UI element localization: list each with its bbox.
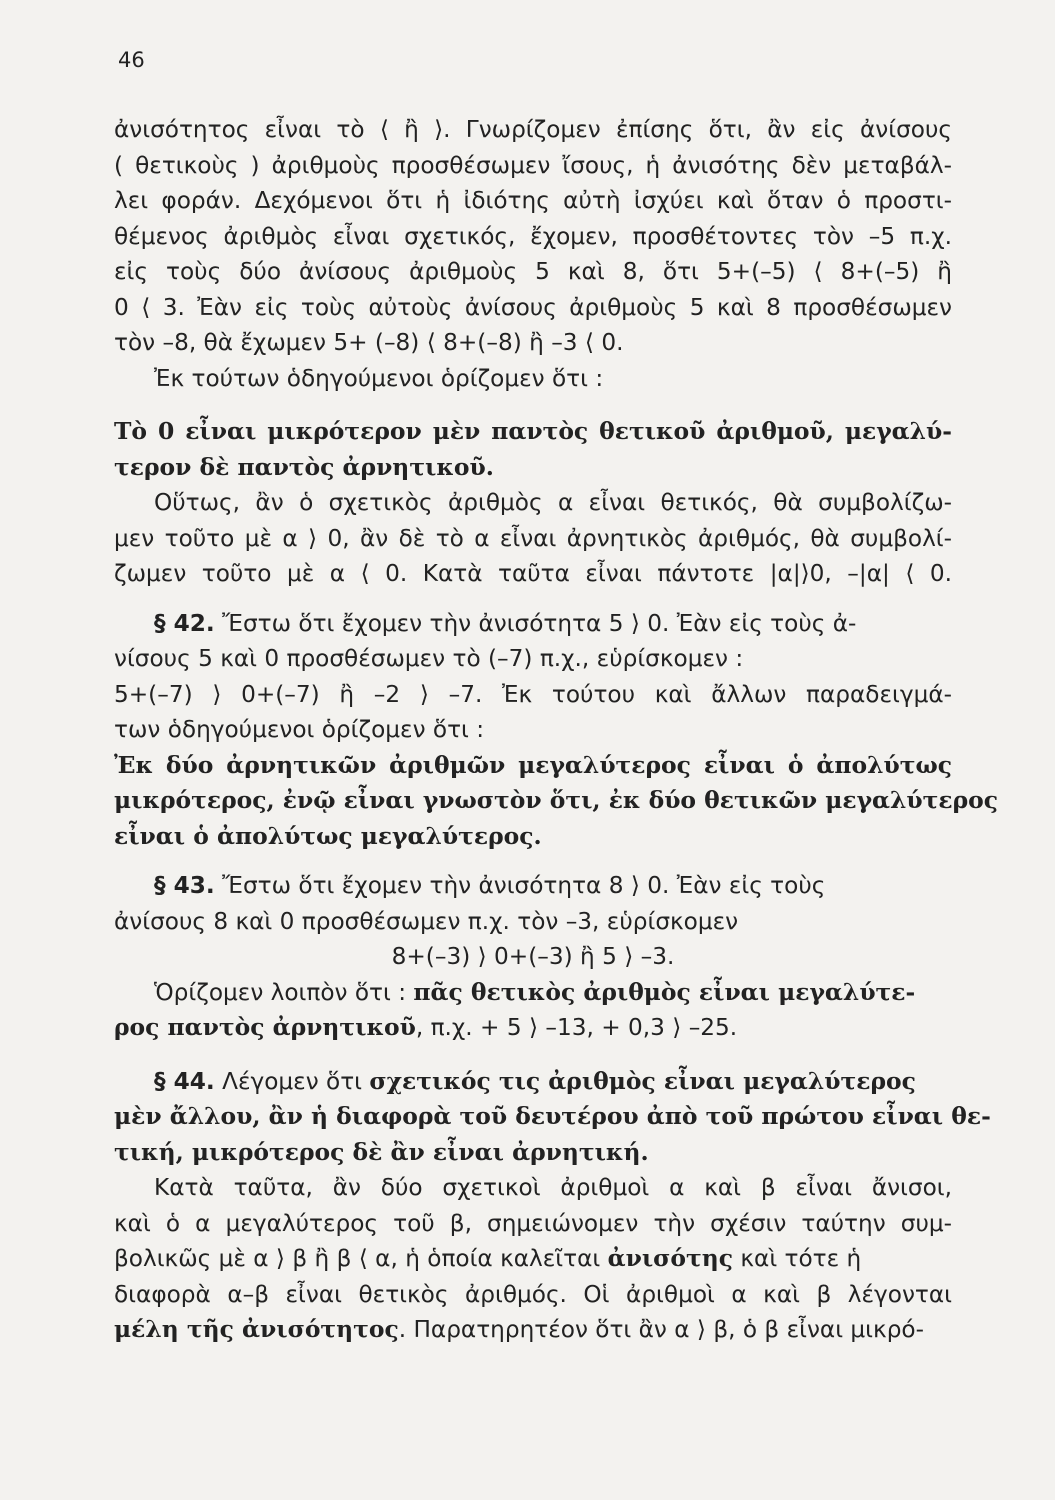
text-line	[114, 975, 952, 1011]
section-number: § 42.	[154, 609, 215, 637]
text-line: ἀνισότητος εἶναι τὸ ⟨ ἢ ⟩. Γνωρίζομεν ἐπίσης ὅτι, ἂν εἰς ἀνίσους	[114, 116, 952, 143]
formula-line: 8+(–3) ⟩ 0+(–3) ἢ 5 ⟩ –3.	[391, 943, 675, 970]
section-number: § 43.	[154, 872, 215, 899]
page-number: 46	[118, 48, 145, 72]
text-span: καὶ τότε ἡ	[733, 1245, 862, 1272]
definition-line: τική, μικρότερος δὲ ἂν εἶναι ἀρνητική.	[114, 1137, 649, 1166]
page-body	[114, 112, 999, 1348]
text-line: τὸν –8, θὰ ἔχωμεν 5+ (–8) ⟨ 8+(–8) ἢ –3 ⟨ 0.	[114, 329, 624, 356]
bold-span: πᾶς θετικὸς ἀριθμὸς εἶναι μεγαλύτε-	[413, 977, 916, 1006]
definition-line: τερον δὲ παντὸς ἀρνητικοῦ.	[114, 452, 494, 481]
section-number: § 44.	[154, 1067, 215, 1095]
definition-line: μὲν ἄλλου, ἂν ἡ διαφορὰ τοῦ δευτέρου ἀπὸ τοῦ πρώτου εἶναι θε-	[114, 1102, 991, 1130]
text-span: Ἔστω ὅτι ἔχομεν τὴν ἀνισότητα 8 ⟩ 0. Ἐὰν εἰς τοὺς	[214, 872, 826, 899]
text-line: νίσους 5 καὶ 0 προσθέσωμεν τὸ (–7) π.χ., εὑρίσκομεν :	[114, 645, 744, 672]
text-line: λει φοράν. Δεχόμενοι ὅτι ἡ ἰδιότης αὐτὴ ἰσχύει καὶ ὅταν ὁ προστι-	[114, 187, 952, 214]
text-span: . Παρατηρητέον ὅτι ἂν α ⟩ β, ὁ β εἶναι μικρό-	[398, 1316, 924, 1343]
text-line	[114, 1241, 952, 1277]
section-42-line	[114, 606, 952, 642]
text-line: Ἐκ τούτων ὁδηγούμενοι ὁρίζομεν ὅτι :	[154, 364, 604, 392]
definition-line: εἶναι ὁ ἀπολύτως μεγαλύτερος.	[114, 821, 542, 850]
text-line: των ὁδηγούμενοι ὁρίζομεν ὅτι :	[114, 716, 485, 743]
text-span: , π.χ. + 5 ⟩ –13, + 0,3 ⟩ –25.	[415, 1014, 738, 1041]
text-line	[114, 1010, 952, 1046]
definition-line: Ἐκ δύο ἀρνητικῶν ἀριθμῶν μεγαλύτερος εἶναι ὁ ἀπολύτως	[114, 750, 952, 779]
text-line: καὶ ὁ α μεγαλύτερος τοῦ β, σημειώνομεν τὴν σχέσιν ταύτην συμ-	[114, 1209, 952, 1237]
text-line: θέμενος ἀριθμὸς εἶναι σχετικός, ἔχομεν, προσθέτοντες τὸν –5 π.χ.	[114, 222, 952, 250]
definition-line: μικρότερος, ἐνῷ εἶναι γνωστὸν ὅτι, ἐκ δύο θετικῶν μεγαλύτερος	[114, 786, 999, 814]
text-line: 5+(–7) ⟩ 0+(–7) ἢ –2 ⟩ –7. Ἐκ τούτου καὶ ἄλλων παραδειγμά-	[114, 680, 952, 708]
definition-line: Τὸ 0 εἶναι μικρότερον μὲν παντὸς θετικοῦ ἀριθμοῦ, μεγαλύ-	[114, 417, 952, 445]
text-span: Λέγομεν ὅτι	[214, 1067, 370, 1095]
bold-span: σχετικός τις ἀριθμὸς εἶναι μεγαλύτερος	[369, 1066, 916, 1095]
text-line: ( θετικοὺς ) ἀριθμοὺς προσθέσωμεν ἴσους, ἡ ἀνισότης δὲν μεταβάλ-	[114, 151, 952, 179]
text-line: εἰς τοὺς δύο ἀνίσους ἀριθμοὺς 5 καὶ 8, ὅτι 5+(–5) ⟨ 8+(–5) ἢ	[114, 258, 952, 285]
text-line: ζωμεν τοῦτο μὲ α ⟨ 0. Κατὰ ταῦτα εἶναι πάντοτε |α|⟩0, –|α| ⟨ 0.	[114, 560, 952, 587]
text-span: βολικῶς μὲ α ⟩ β ἢ β ⟨ α, ἡ ὁποία καλεῖται	[114, 1245, 608, 1272]
text-line: μεν τοῦτο μὲ α ⟩ 0, ἂν δὲ τὸ α εἶναι ἀρνητικὸς ἀριθμός, θὰ συμβολί-	[114, 524, 952, 552]
bold-span: ρος παντὸς ἀρνητικοῦ	[114, 1013, 416, 1041]
section-44-line	[114, 1064, 952, 1100]
text-line: Κατὰ ταῦτα, ἂν δύο σχετικοὶ ἀριθμοὶ α καὶ β εἶναι ἄνισοι,	[154, 1174, 952, 1201]
text-span: Ἔστω ὅτι ἔχομεν τὴν ἀνισότητα 5 ⟩ 0. Ἐὰν εἰς τοὺς ἀ-	[214, 609, 857, 637]
text-line: διαφορὰ α–β εἶναι θετικὸς ἀριθμός. Οἱ ἀριθμοὶ α καὶ β λέγονται	[114, 1280, 952, 1308]
text-line	[114, 1312, 952, 1348]
text-line: ἀνίσους 8 καὶ 0 προσθέσωμεν π.χ. τὸν –3, εὑρίσκομεν	[114, 907, 739, 935]
section-43-line	[114, 868, 952, 904]
text-line: 0 ⟨ 3. Ἐὰν εἰς τοὺς αὐτοὺς ἀνίσους ἀριθμοὺς 5 καὶ 8 προσθέσωμεν	[114, 293, 952, 321]
text-line: Οὕτως, ἂν ὁ σχετικὸς ἀριθμὸς α εἶναι θετικός, θὰ συμβολίζω-	[154, 489, 952, 516]
text-span: Ὁρίζομεν λοιπὸν ὅτι :	[154, 978, 414, 1006]
bold-span: ἀνισότης	[607, 1244, 733, 1272]
bold-span: μέλη τῆς ἀνισότητος	[114, 1315, 399, 1343]
